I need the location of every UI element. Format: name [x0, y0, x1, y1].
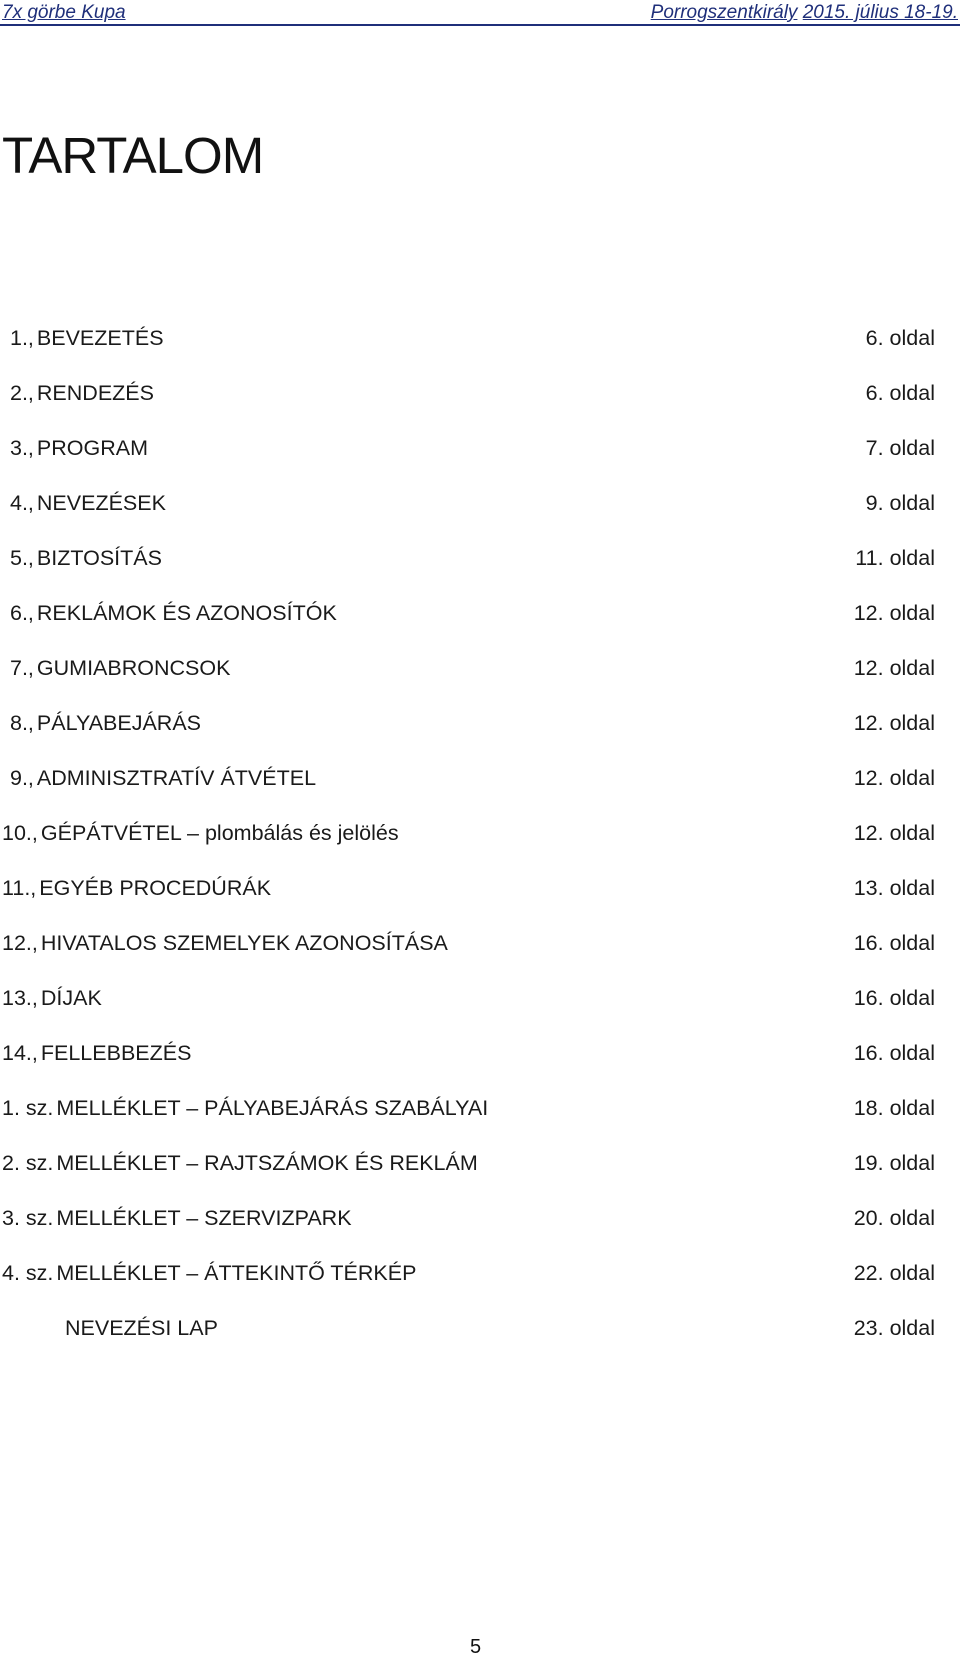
toc-entry-text: MELLÉKLET – SZERVIZPARK	[56, 1206, 352, 1230]
toc-entry	[0, 1318, 960, 1373]
toc-entry-label	[10, 768, 316, 790]
toc-entry-number: 3. sz.	[2, 1206, 54, 1230]
toc-entry-label	[10, 548, 162, 570]
toc-entry-text: NEVEZÉSEK	[36, 491, 166, 515]
toc-entry-page: 16. oldal	[853, 986, 935, 1010]
toc-entry-page: 12. oldal	[853, 766, 935, 790]
toc-entry	[0, 1208, 960, 1263]
page-title: TARTALOM	[2, 127, 264, 184]
toc-entry-label	[2, 1153, 478, 1175]
toc-entry-text: PÁLYABEJÁRÁS	[36, 711, 202, 735]
toc-entry	[0, 713, 960, 768]
toc-entry	[0, 658, 960, 713]
toc-entry	[0, 1153, 960, 1208]
header-event-name: 7x görbe Kupa	[2, 2, 126, 23]
toc-entry-text: ADMINISZTRATÍV ÁTVÉTEL	[36, 766, 317, 790]
toc-entry-text: FELLEBBEZÉS	[40, 1041, 192, 1065]
toc-entry-label	[2, 1043, 191, 1065]
toc-entry-number: 6.,	[10, 601, 34, 625]
toc-entry-number: 1.,	[10, 326, 34, 350]
toc-entry	[0, 493, 960, 548]
toc-entry-page: 12. oldal	[853, 711, 935, 735]
toc-entry-text: RENDEZÉS	[36, 381, 154, 405]
toc-entry-number: 12.,	[2, 931, 38, 955]
toc-entry-number: 11.,	[2, 876, 37, 900]
toc-entry-number: 4. sz.	[2, 1261, 54, 1285]
toc-entry-number: 5.,	[10, 546, 34, 570]
table-of-contents	[0, 328, 960, 1373]
toc-entry-page: 19. oldal	[853, 1151, 935, 1175]
toc-entry-text: MELLÉKLET – RAJTSZÁMOK ÉS REKLÁM	[56, 1151, 478, 1175]
toc-entry-page: 12. oldal	[853, 821, 935, 845]
toc-entry-number: 2.,	[10, 381, 34, 405]
toc-entry-label	[2, 1098, 488, 1120]
toc-entry-page: 11. oldal	[855, 546, 935, 570]
toc-entry	[0, 383, 960, 438]
toc-entry-text: MELLÉKLET – ÁTTEKINTŐ TÉRKÉP	[56, 1261, 417, 1285]
toc-entry	[0, 1098, 960, 1153]
toc-entry-text: GUMIABRONCSOK	[36, 656, 231, 680]
toc-entry-label	[10, 658, 230, 680]
toc-entry	[0, 438, 960, 493]
header-place: Porrogszentkirály	[650, 2, 798, 23]
toc-entry-text: HIVATALOS SZEMELYEK AZONOSÍTÁSA	[40, 931, 448, 955]
toc-entry	[0, 823, 960, 878]
toc-entry-page: 23. oldal	[853, 1316, 935, 1340]
toc-entry	[0, 548, 960, 603]
toc-entry-label	[10, 383, 154, 405]
toc-entry-number: 9.,	[10, 766, 34, 790]
toc-entry-label	[10, 438, 148, 460]
toc-entry-page: 9. oldal	[865, 491, 935, 515]
toc-entry	[0, 603, 960, 658]
toc-entry-text: PROGRAM	[36, 436, 148, 460]
toc-entry-page: 13. oldal	[853, 876, 935, 900]
toc-entry-label	[2, 988, 102, 1010]
toc-entry-number: 7.,	[10, 656, 34, 680]
toc-entry-label	[10, 328, 164, 350]
toc-entry-text: BIZTOSÍTÁS	[36, 546, 162, 570]
toc-entry-label	[10, 603, 337, 625]
toc-entry-page: 7. oldal	[865, 436, 935, 460]
toc-entry-text: REKLÁMOK ÉS AZONOSÍTÓK	[36, 601, 337, 625]
toc-entry-page: 16. oldal	[853, 931, 935, 955]
toc-entry-text: BEVEZETÉS	[36, 326, 164, 350]
toc-entry-text: EGYÉB PROCEDÚRÁK	[39, 876, 272, 900]
toc-entry-page: 18. oldal	[853, 1096, 935, 1120]
toc-entry	[0, 878, 960, 933]
toc-entry-number: 13.,	[2, 986, 38, 1010]
toc-entry-page: 12. oldal	[853, 656, 935, 680]
toc-entry-text: NEVEZÉSI LAP	[65, 1316, 218, 1340]
toc-entry-text: DÍJAK	[40, 986, 102, 1010]
toc-entry-label	[2, 933, 448, 955]
toc-entry-page: 6. oldal	[865, 326, 935, 350]
toc-entry-label	[10, 713, 201, 735]
toc-entry-label	[2, 1263, 416, 1285]
toc-entry-page: 22. oldal	[853, 1261, 935, 1285]
toc-entry-page: 6. oldal	[865, 381, 935, 405]
toc-entry-number: 1. sz.	[2, 1096, 54, 1120]
header-date: 2015. július 18-19.	[802, 2, 958, 23]
toc-entry-label	[65, 1318, 218, 1340]
toc-entry	[0, 768, 960, 823]
toc-entry-number: 10.,	[2, 821, 38, 845]
toc-entry	[0, 328, 960, 383]
toc-entry-number: 14.,	[2, 1041, 38, 1065]
toc-entry-number: 3.,	[10, 436, 34, 460]
toc-entry-page: 16. oldal	[853, 1041, 935, 1065]
toc-entry-label	[2, 1208, 352, 1230]
toc-entry-text: MELLÉKLET – PÁLYABEJÁRÁS SZABÁLYAI	[56, 1096, 489, 1120]
toc-entry	[0, 933, 960, 988]
page-number: 5	[470, 1636, 482, 1658]
toc-entry-number: 2. sz.	[2, 1151, 54, 1175]
toc-entry-number: 8.,	[10, 711, 34, 735]
toc-entry	[0, 1043, 960, 1098]
running-header	[0, 0, 960, 26]
toc-entry	[0, 1263, 960, 1318]
toc-entry-label	[10, 493, 166, 515]
toc-entry-page: 12. oldal	[853, 601, 935, 625]
toc-entry-page: 20. oldal	[853, 1206, 935, 1230]
toc-entry	[0, 988, 960, 1043]
toc-entry-label	[2, 823, 399, 845]
toc-entry-text: GÉPÁTVÉTEL – plombálás és jelölés	[40, 821, 399, 845]
toc-entry-label	[2, 878, 271, 900]
toc-entry-number: 4.,	[10, 491, 34, 515]
header-place-date	[651, 2, 958, 24]
